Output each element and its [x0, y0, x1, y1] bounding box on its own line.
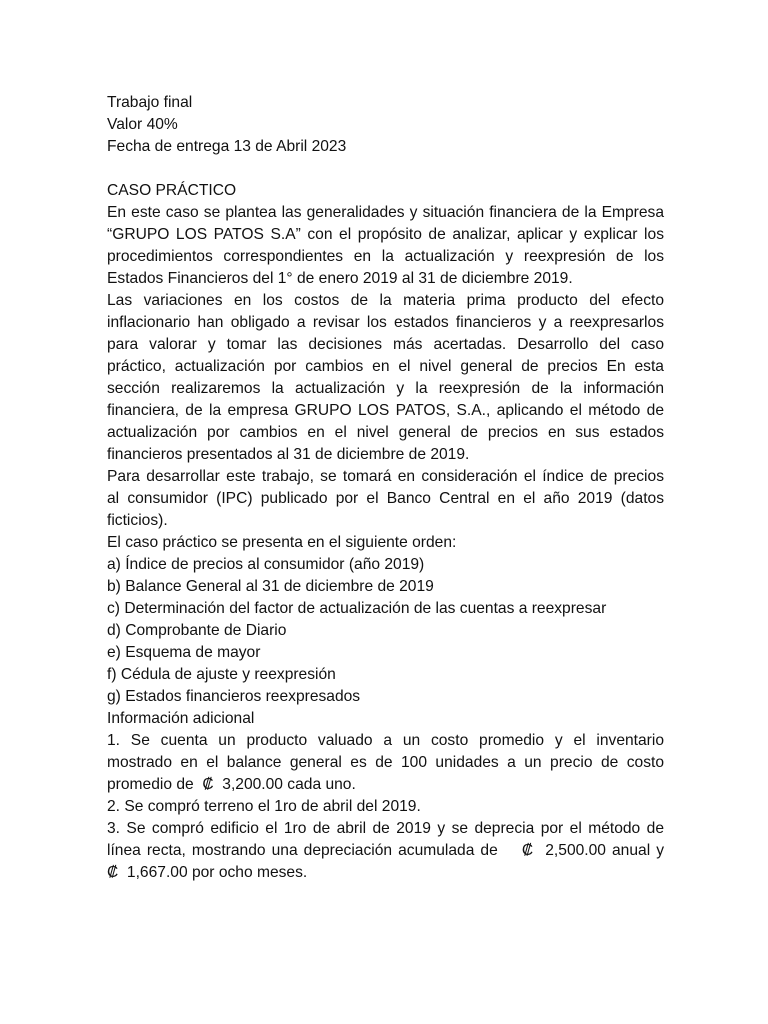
order-list — [107, 554, 664, 708]
document-title: Trabajo final — [107, 94, 193, 111]
variations-line: inflacionario han obligado a revisar los estados financieros y a reexpresarlos — [107, 314, 664, 331]
additional-heading: Información adicional — [107, 710, 255, 727]
additional-item-3 — [107, 818, 664, 884]
variations-paragraph — [107, 290, 664, 466]
additional-line: 1. Se cuenta un producto valuado a un costo promedio y el inventario — [107, 732, 664, 749]
order-item: e) Esquema de mayor — [107, 644, 261, 661]
variations-line: financieros presentados al 31 de diciembre de 2019. — [107, 446, 470, 463]
order-item: c) Determinación del factor de actualización de las cuentas a reexpresar — [107, 600, 607, 617]
additional-item-2: 2. Se compró terreno el 1ro de abril del 2019. — [107, 798, 421, 815]
intro-line: procedimientos correspondientes en la actualización y reexpresión de los — [107, 248, 664, 265]
variations-line: para valorar y tomar las decisiones más acertadas. Desarrollo del caso — [107, 336, 664, 353]
variations-line: Las variaciones en los costos de la materia prima producto del efecto — [107, 292, 664, 309]
additional-line: promedio de ₡ 3,200.00 cada uno. — [107, 776, 356, 793]
order-item: f) Cédula de ajuste y reexpresión — [107, 666, 336, 683]
intro-line: “GRUPO LOS PATOS S.A” con el propósito de analizar, aplicar y explicar los — [107, 226, 664, 243]
order-item: a) Índice de precios al consumidor (año 2019) — [107, 556, 425, 573]
additional-line: línea recta, mostrando una depreciación acumulada de ₡ 2,500.00 anual y — [107, 842, 664, 859]
order-item: b) Balance General al 31 de diciembre de 2019 — [107, 578, 434, 595]
ipc-line: ficticios). — [107, 512, 168, 529]
blank-line — [107, 158, 664, 180]
variations-line: actualización por cambios en el nivel general de precios en sus estados — [107, 424, 664, 441]
additional-line: ₡ 1,667.00 por ocho meses. — [107, 864, 308, 881]
order-item: d) Comprobante de Diario — [107, 622, 287, 639]
variations-line: financiera, de la empresa GRUPO LOS PATOS, S.A., aplicando el método de — [107, 402, 664, 419]
ipc-line: al consumidor (IPC) publicado por el Banco Central en el año 2019 (datos — [107, 490, 664, 507]
due-date: Fecha de entrega 13 de Abril 2023 — [107, 138, 347, 155]
intro-line: En este caso se plantea las generalidades y situación financiera de la Empresa — [107, 204, 664, 221]
order-intro: El caso práctico se presenta en el siguiente orden: — [107, 534, 457, 551]
ipc-paragraph — [107, 466, 664, 532]
intro-line: Estados Financieros del 1° de enero 2019 al 31 de diciembre 2019. — [107, 270, 573, 287]
document-page — [107, 92, 664, 884]
order-item: g) Estados financieros reexpresados — [107, 688, 361, 705]
variations-line: sección realizaremos la actualización y la reexpresión de la información — [107, 380, 664, 397]
ipc-line: Para desarrollar este trabajo, se tomará en consideración el índice de precios — [107, 468, 664, 485]
grade-value: Valor 40% — [107, 116, 178, 133]
intro-paragraph — [107, 202, 664, 290]
additional-line: mostrado en el balance general es de 100 unidades a un precio de costo — [107, 754, 664, 771]
variations-line: práctico, actualización por cambios en el nivel general de precios En esta — [107, 358, 664, 375]
additional-item-1 — [107, 730, 664, 796]
case-heading: CASO PRÁCTICO — [107, 182, 237, 199]
additional-line: 3. Se compró edificio el 1ro de abril de 2019 y se deprecia por el método de — [107, 820, 664, 837]
